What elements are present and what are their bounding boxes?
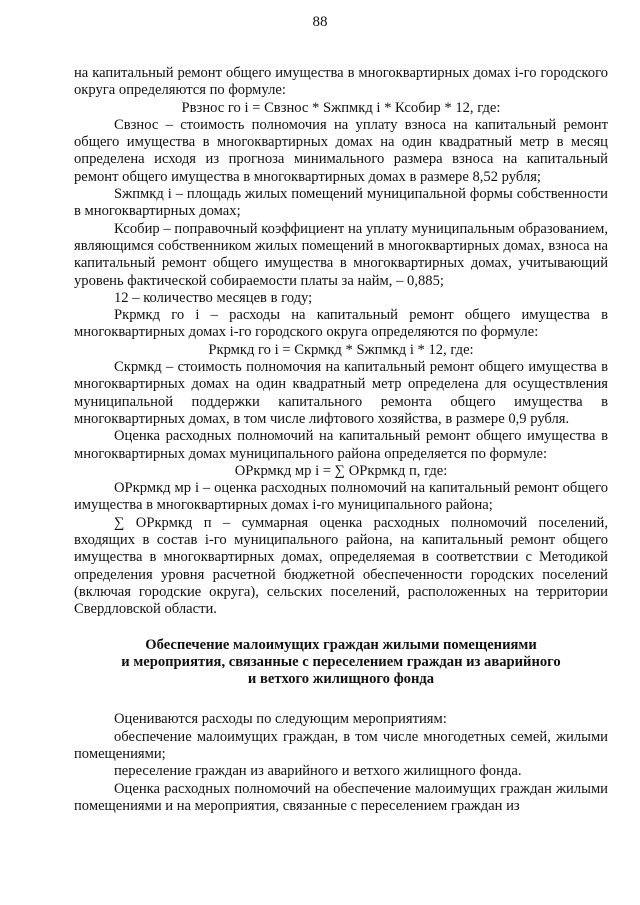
paragraph-orkrmkd-mr: ОРкрмкд мр i – оценка расходных полномочий на капитальный ремонт общего имущества в многоквартирных домах i-го муниципального района; [74, 480, 608, 514]
paragraph-skrmkd: Скрмкд – стоимость полномочия на капитальный ремонт общего имущества в многоквартирных домах на один квадратный метр определена для осуществления муниципальной поддержки капитального ремонта общего имущества в многоквартирных домах, в том числе лифтового хозяйства, в размере 0,9 рубля. [74, 359, 608, 427]
paragraph-measures: Оцениваются расходы по следующим мероприятиям: [114, 711, 447, 728]
formula-orkrmkd: ОРкрмкд мр i = ∑ ОРкрмкд п, где: [234, 462, 448, 479]
section-heading-line-3: и ветхого жилищного фонда [247, 671, 435, 688]
paragraph-rkrmkd: Ркрмкд го i – расходы на капитальный ремонт общего имущества в многоквартирных домах i-го городского округа определяются по формуле: [74, 307, 608, 341]
section-body [74, 711, 608, 815]
paragraph-intro: на капитальный ремонт общего имущества в многоквартирных домах i-го городского округа определяются по формуле: [74, 65, 608, 99]
page-body [74, 65, 608, 815]
paragraph-measure-1: обеспечение малоимущих граждан, в том числе многодетных семей, жилыми помещениями; [74, 728, 608, 762]
section-heading [74, 637, 608, 689]
page-number: 88 [312, 14, 328, 30]
paragraph-months: 12 – количество месяцев в году; [114, 289, 313, 306]
formula-rkrmkd: Ркрмкд го i = Скрмкд * Sжпмкд i * 12, где: [208, 341, 474, 358]
section-heading-line-2: и мероприятия, связанные с переселением граждан из аварийного [121, 653, 561, 670]
paragraph-measure-2: переселение граждан из аварийного и ветхого жилищного фонда. [114, 763, 522, 780]
paragraph-assessment-mr: Оценка расходных полномочий на капитальный ремонт общего имущества в многоквартирных домах муниципального района определяется по формуле: [74, 428, 608, 462]
paragraph-szhpmkd: Sжпмкд i – площадь жилых помещений муниципальной формы собственности в многоквартирных домах; [74, 186, 608, 220]
paragraph-assessment-housing: Оценка расходных полномочий на обеспечение малоимущих граждан жилыми помещениями и на мероприятия, связанные с переселением граждан из [74, 780, 608, 814]
formula-rvznos: Рвзнос го i = Свзнос * Sжпмкд i * Ксобир * 12, где: [181, 99, 501, 116]
paragraph-sum-orkrmkd: ∑ ОРкрмкд п – суммарная оценка расходных полномочий поселений, входящих в состав i-го муниципального района, на капитальный ремонт общего имущества в многоквартирных домах, определяемая в соответствии с Методикой определения уровня расчетной бюджетной обеспеченности городских поселений (включая городские округа), сельских поселений, расположенных на территории Свердловской области. [74, 514, 608, 618]
paragraph-svznos: Свзнос – стоимость полномочия на уплату взноса на капитальный ремонт общего имущества в многоквартирных домах на один квадратный метр в месяц определена исходя из прогноза минимального размера взноса на капитальный ремонт общего имущества в многоквартирных домах в размере 8,52 рубля; [74, 116, 608, 185]
paragraph-ksobir: Ксобир – поправочный коэффициент на уплату муниципальным образованием, являющимся собственником жилых помещений в многоквартирных домах, взноса на капитальный ремонт общего имущества в многоквартирных домах, учитывающий уровень фактической собираемости платы за найм, – 0,885; [74, 220, 608, 289]
section-heading-line-1: Обеспечение малоимущих граждан жилыми помещениями [145, 636, 537, 653]
